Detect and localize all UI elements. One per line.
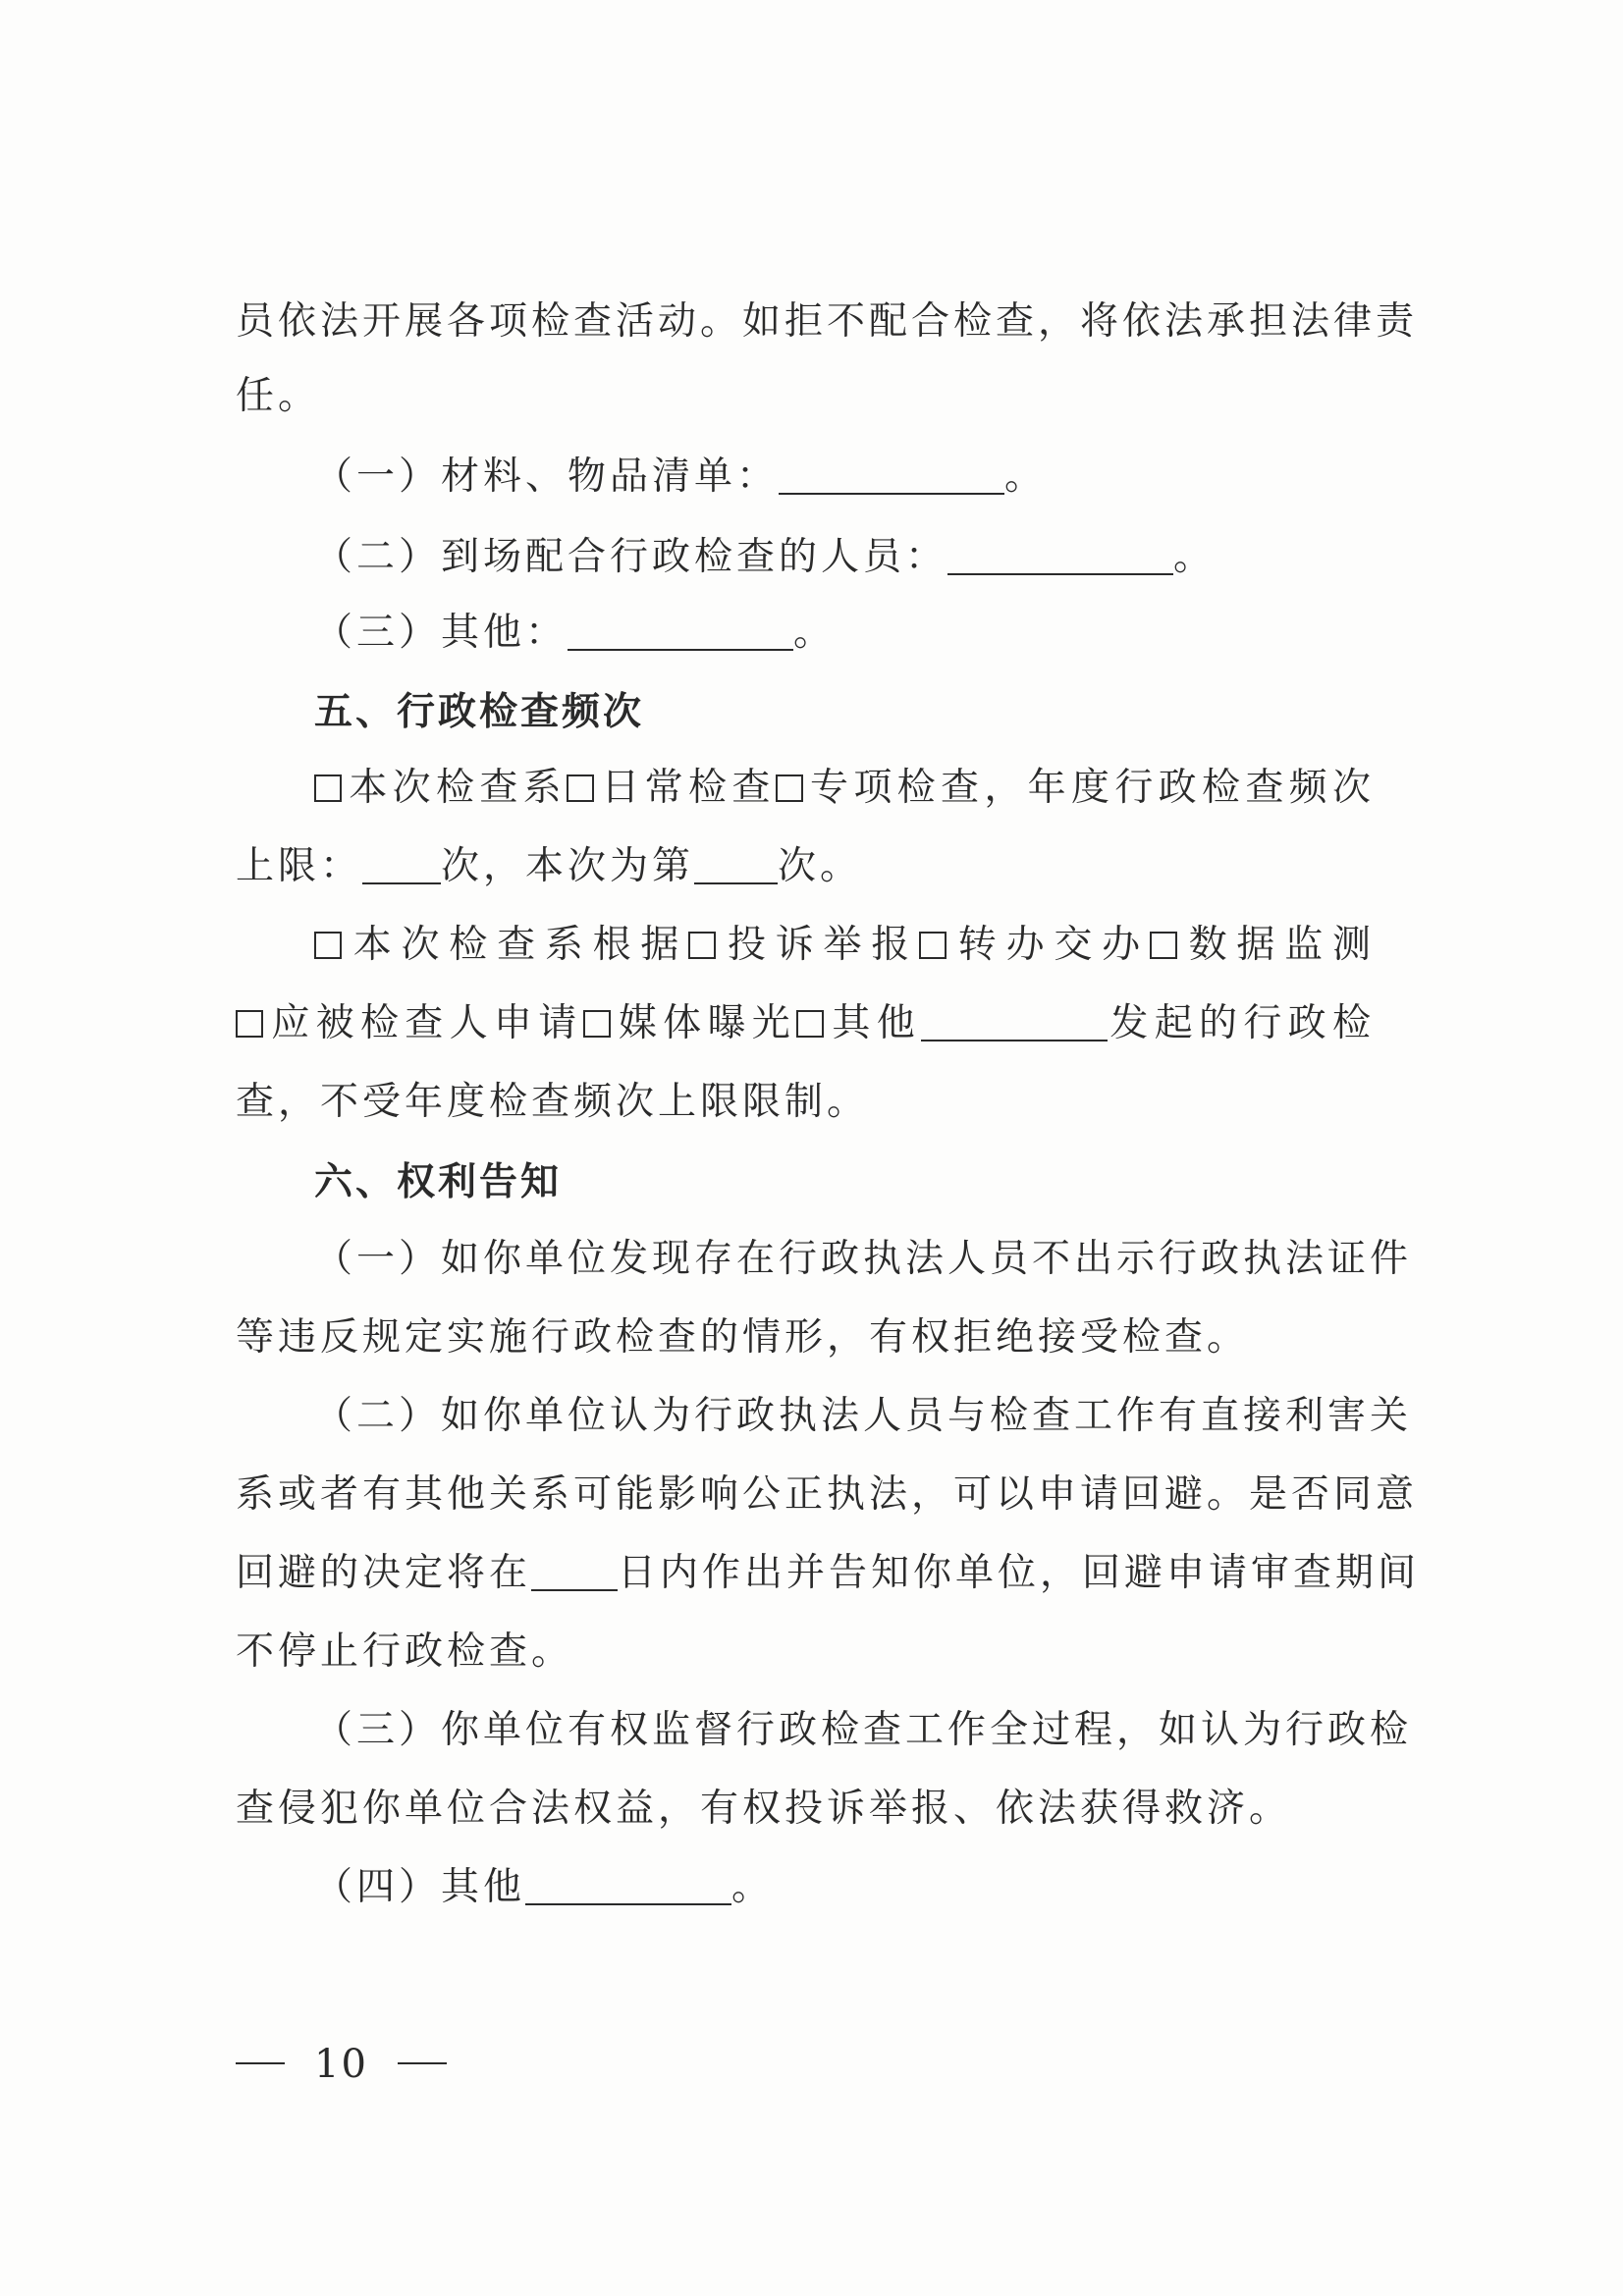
paragraph-line: （二）如你单位认为行政执法人员与检查工作有直接利害关 [314, 1394, 1413, 1438]
paragraph-line: 等违反规定实施行政检查的情形，有权拒绝接受检查。 [236, 1315, 1250, 1360]
section-heading-5: 五、行政检查频次 [314, 690, 645, 734]
paragraph-line: 任。 [236, 374, 321, 418]
checkbox-icon[interactable] [688, 932, 716, 959]
check-basis-line-2: 应被检查人申请 媒体曝光 其他 发起的行政检 [236, 996, 1375, 1051]
paragraph-line: 回避的决定将在 日内作出并告知你单位，回避申请审查期间 [236, 1551, 1421, 1595]
paragraph-line: 查侵犯你单位合法权益，有权投诉举报、依法获得救济。 [236, 1787, 1292, 1831]
other-blank[interactable] [568, 610, 793, 651]
check-type-line: 本次检查系 日常检查 专项检查，年度行政检查频次 [314, 761, 1375, 816]
other-rights-blank[interactable] [525, 1864, 731, 1905]
personnel-blank[interactable] [947, 534, 1173, 575]
paragraph-line: 不停止行政检查。 [236, 1629, 574, 1674]
paragraph-line: 系或者有其他关系可能影响公正执法，可以申请回避。是否同意 [236, 1472, 1419, 1517]
personnel-line: （二）到场配合行政检查的人员： 。 [314, 535, 1217, 579]
paragraph-line: （三）你单位有权监督行政检查工作全过程，如认为行政检 [314, 1708, 1413, 1752]
checkbox-icon[interactable] [796, 1010, 824, 1038]
checkbox-icon[interactable] [1150, 932, 1177, 959]
paragraph-line: （一）如你单位发现存在行政执法人员不出示行政执法证件 [314, 1237, 1413, 1281]
dash-icon [398, 2062, 447, 2064]
checkbox-icon[interactable] [567, 774, 594, 802]
paragraph-line: 员依法开展各项检查活动。如拒不配合检查，将依法承担法律责 [236, 299, 1419, 344]
days-blank[interactable] [531, 1550, 618, 1591]
checkbox-icon[interactable] [314, 774, 342, 802]
checkbox-icon[interactable] [919, 932, 947, 959]
other-line: （三）其他： 。 [314, 611, 837, 655]
paragraph-line: 查，不受年度检查频次上限限制。 [236, 1080, 870, 1124]
check-basis-line: 本次检查系根据 投诉举报 转办交办 数据监测 [314, 918, 1375, 973]
materials-list-line: （一）材料、物品清单： 。 [314, 454, 1048, 499]
checkbox-icon[interactable] [583, 1010, 611, 1038]
other-basis-blank[interactable] [921, 1000, 1108, 1041]
checkbox-icon[interactable] [236, 1010, 263, 1038]
section-heading-6: 六、权利告知 [314, 1160, 563, 1204]
materials-blank[interactable] [779, 454, 1004, 495]
checkbox-icon[interactable] [314, 932, 342, 959]
limit-blank[interactable] [362, 843, 441, 884]
count-blank[interactable] [694, 843, 778, 884]
other-rights-line: （四）其他 。 [314, 1865, 775, 1909]
checkbox-icon[interactable] [776, 774, 803, 802]
page-number: 10 [236, 2037, 447, 2092]
frequency-line: 上限： 次，本次为第 次。 [236, 844, 863, 888]
dash-icon [236, 2062, 285, 2064]
